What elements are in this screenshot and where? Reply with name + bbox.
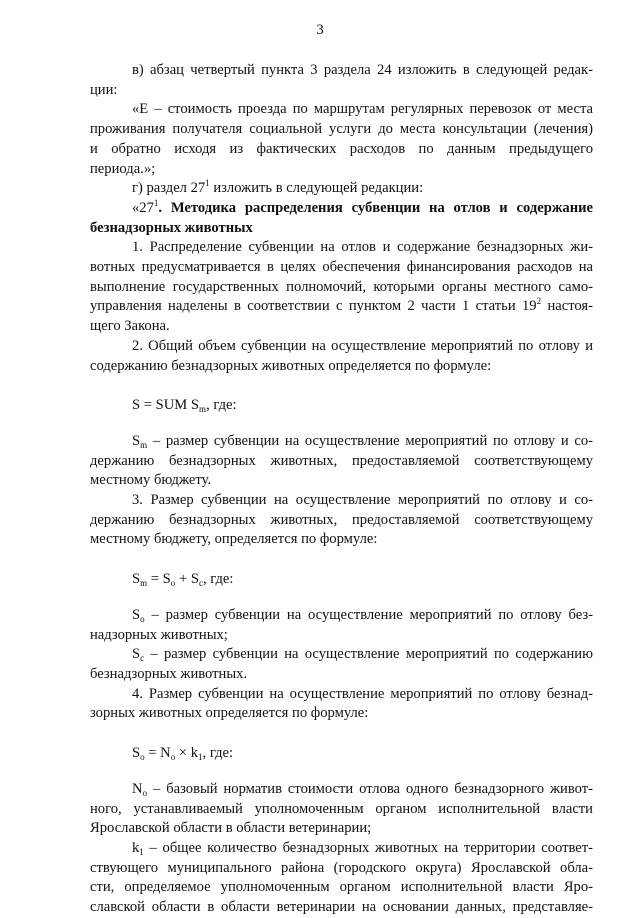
formula: S = SUM $S_m$, где: — [132, 397, 237, 415]
formula: $S_o = N_o \times k_1$, где: — [132, 745, 234, 763]
paragraph-line: периода.»; — [90, 160, 156, 177]
paragraph-line: $S_o$ – размер субвенции на осуществление мероприятий по отлову без- — [132, 606, 593, 624]
page-number: 3 — [316, 22, 324, 38]
section-heading: безнадзорных животных — [90, 219, 253, 236]
paragraph-line: щего Закона. — [90, 318, 170, 335]
formula: $S_m = S_o + S_c$, где: — [132, 571, 234, 589]
paragraph-line: $k_1$ – общее количество безнадзорных животных на территории соответ- — [132, 839, 593, 857]
paragraph-line: ного, устанавливаемый уполномоченным органом исполнительной власти — [90, 800, 593, 817]
paragraph-line: ствующего муниципального района (городского округа) Ярославской обла- — [90, 859, 593, 876]
paragraph-line: $S_m$ – размер субвенции на осуществление мероприятий по отлову и со- — [132, 432, 593, 450]
paragraph-line: вотных предусматривается в целях обеспечения финансирования расходов на — [90, 259, 593, 276]
paragraph-line: г) раздел $27^1$ изложить в следующей редакции: — [132, 178, 424, 197]
paragraph-line: Ярославской области в области ветеринарии; — [90, 820, 372, 837]
paragraph-line: ции: — [90, 81, 118, 98]
paragraph-line: 4. Размер субвенции на осуществление мероприятий по отлову безнад- — [132, 685, 593, 702]
paragraph-line: выполнение государственных полномочий, которыми органы местного само- — [90, 278, 593, 295]
paragraph-line: $N_o$ – базовый норматив стоимости отлова одного безнадзорного живот- — [132, 780, 593, 798]
paragraph-line: $S_c$ – размер субвенции на осуществление мероприятий по содержанию — [132, 646, 593, 664]
paragraph-line: славской области в области ветеринарии на основании данных, представляе- — [90, 899, 593, 916]
paragraph-line: местному бюджету, определяется по формуле: — [90, 531, 378, 548]
paragraph-line: держанию безнадзорных животных, предоставляемой соответствующему — [90, 511, 593, 528]
paragraph-line: держанию безнадзорных животных, предоставляемой соответствующему — [90, 452, 593, 469]
document-body — [90, 61, 593, 918]
paragraph-line: 2. Общий объем субвенции на осуществление мероприятий по отлову и — [132, 337, 593, 354]
paragraph-line: управления наделены в соответствии с пунктом 2 части 1 статьи $19^2$ настоя- — [90, 296, 593, 315]
paragraph-line: 3. Размер субвенции на осуществление мероприятий по отлову и со- — [132, 492, 593, 509]
paragraph-line: безнадзорных животных. — [90, 665, 248, 682]
section-heading: «$27^1$. Методика распределения субвенции на отлов и содержание — [132, 197, 593, 216]
paragraph-line: надзорных животных; — [90, 626, 228, 643]
paragraph-line: содержанию безнадзорных животных определяется по формуле: — [90, 357, 492, 374]
paragraph-line: и обратно исходя из фактических расходов по данным предыдущего — [90, 140, 593, 157]
paragraph-line: сти, определяемое уполномоченным органом исполнительной власти Яро- — [90, 879, 593, 896]
paragraph-line: 1. Распределение субвенции на отлов и содержание безнадзорных жи- — [132, 239, 593, 256]
paragraph-line: в) абзац четвертый пункта 3 раздела 24 изложить в следующей редак- — [132, 62, 593, 78]
paragraph-line: местному бюджету. — [90, 472, 211, 489]
paragraph-line: зорных животных определяется по формуле: — [90, 705, 369, 722]
paragraph-line: проживания получателя социальной услуги до места консультации (лечения) — [90, 121, 593, 138]
paragraph-line: «Е – стоимость проезда по маршрутам регулярных перевозок от места — [132, 101, 593, 118]
